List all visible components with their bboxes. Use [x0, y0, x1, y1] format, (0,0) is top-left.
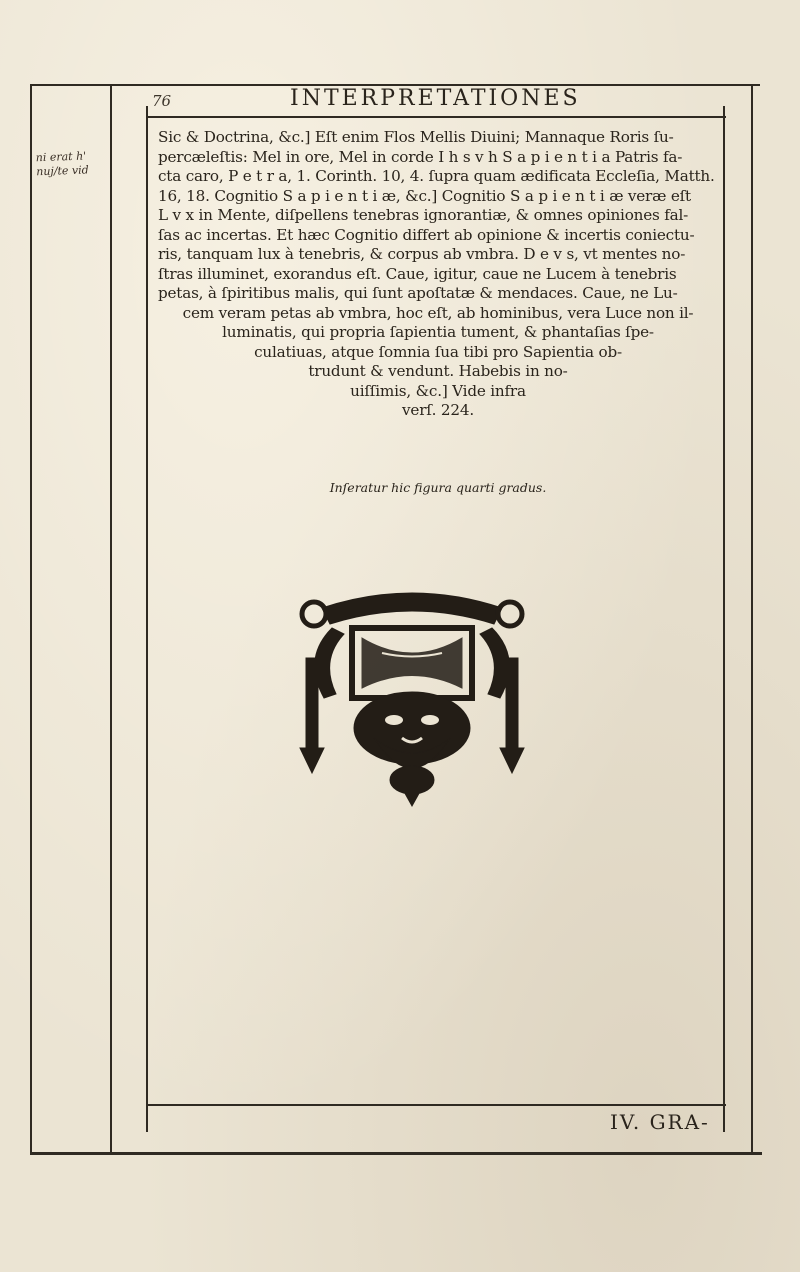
handwritten-margin-note: ni erat h' nuj/te vid	[35, 149, 89, 179]
frame-rule-left	[30, 84, 32, 1154]
frame-rule-right	[751, 84, 753, 1154]
margin-rule-left	[110, 84, 112, 1154]
text-line-centered: verſ. 224.	[402, 401, 474, 419]
footer-rule	[146, 1104, 726, 1106]
text-line: percæleſtis: Mel in ore, Mel in corde I h s v h S a p i e n t i a Patris fa-	[158, 147, 683, 166]
text-line-centered: luminatis, qui propria ſapientia tument, & phantaſias ſpe-	[222, 323, 654, 341]
catchword: IV. GRA-	[610, 1110, 710, 1134]
main-text-block	[158, 128, 718, 421]
text-line-centered: trudunt & vendunt. Habebis in no-	[308, 362, 568, 380]
text-line: ris, tanquam lux à tenebris, & corpus ab vmbra. D e v s, vt mentes no-	[158, 245, 686, 263]
text-line: 16, 18. Cognitio S a p i e n t i æ, &c.] Cognitio S a p i e n t i æ veræ eſt	[158, 186, 691, 205]
figure-caption: Inſeratur hic figura quarti gradus.	[329, 480, 547, 495]
text-line: ſas ac incertas. Et hæc Cognitio differt ab opinione & incertis coniectu-	[158, 225, 695, 244]
text-line-centered: culatiuas, atque ſomnia ſua tibi pro Sapientia ob-	[254, 342, 622, 361]
text-line: Sic & Doctrina, &c.] Eſt enim Flos Mellis Diuini; Mannaque Roris ſu-	[158, 128, 674, 146]
running-head: INTERPRETATIONES	[290, 86, 581, 111]
frame-rule-bottom	[30, 1152, 762, 1155]
page-number: 76	[152, 92, 172, 110]
header-rule	[146, 116, 726, 118]
text-rule-right	[723, 106, 725, 1132]
text-line: petas, à ſpiritibus malis, qui ſunt apoſtatæ & mendaces. Caue, ne Lu-	[158, 284, 678, 302]
text-line: L v x in Mente, diſpellens tenebras ignorantiæ, & omnes opiniones fal-	[158, 206, 689, 224]
text-line-centered: cem veram petas ab vmbra, hoc eſt, ab hominibus, vera Luce non il-	[182, 303, 694, 322]
text-line-centered: uiſſimis, &c.] Vide infra	[350, 381, 526, 400]
text-rule-left	[146, 106, 148, 1132]
text-line: cta caro, P e t r a, 1. Corinth. 10, 4. ſupra quam ædificata Eccleſia, Matth.	[158, 167, 715, 185]
text-line: ſtras illuminet, exorandus eſt. Caue, igitur, caue ne Lucem à tenebris	[158, 264, 677, 283]
tailpiece-ornament-icon	[262, 568, 562, 808]
